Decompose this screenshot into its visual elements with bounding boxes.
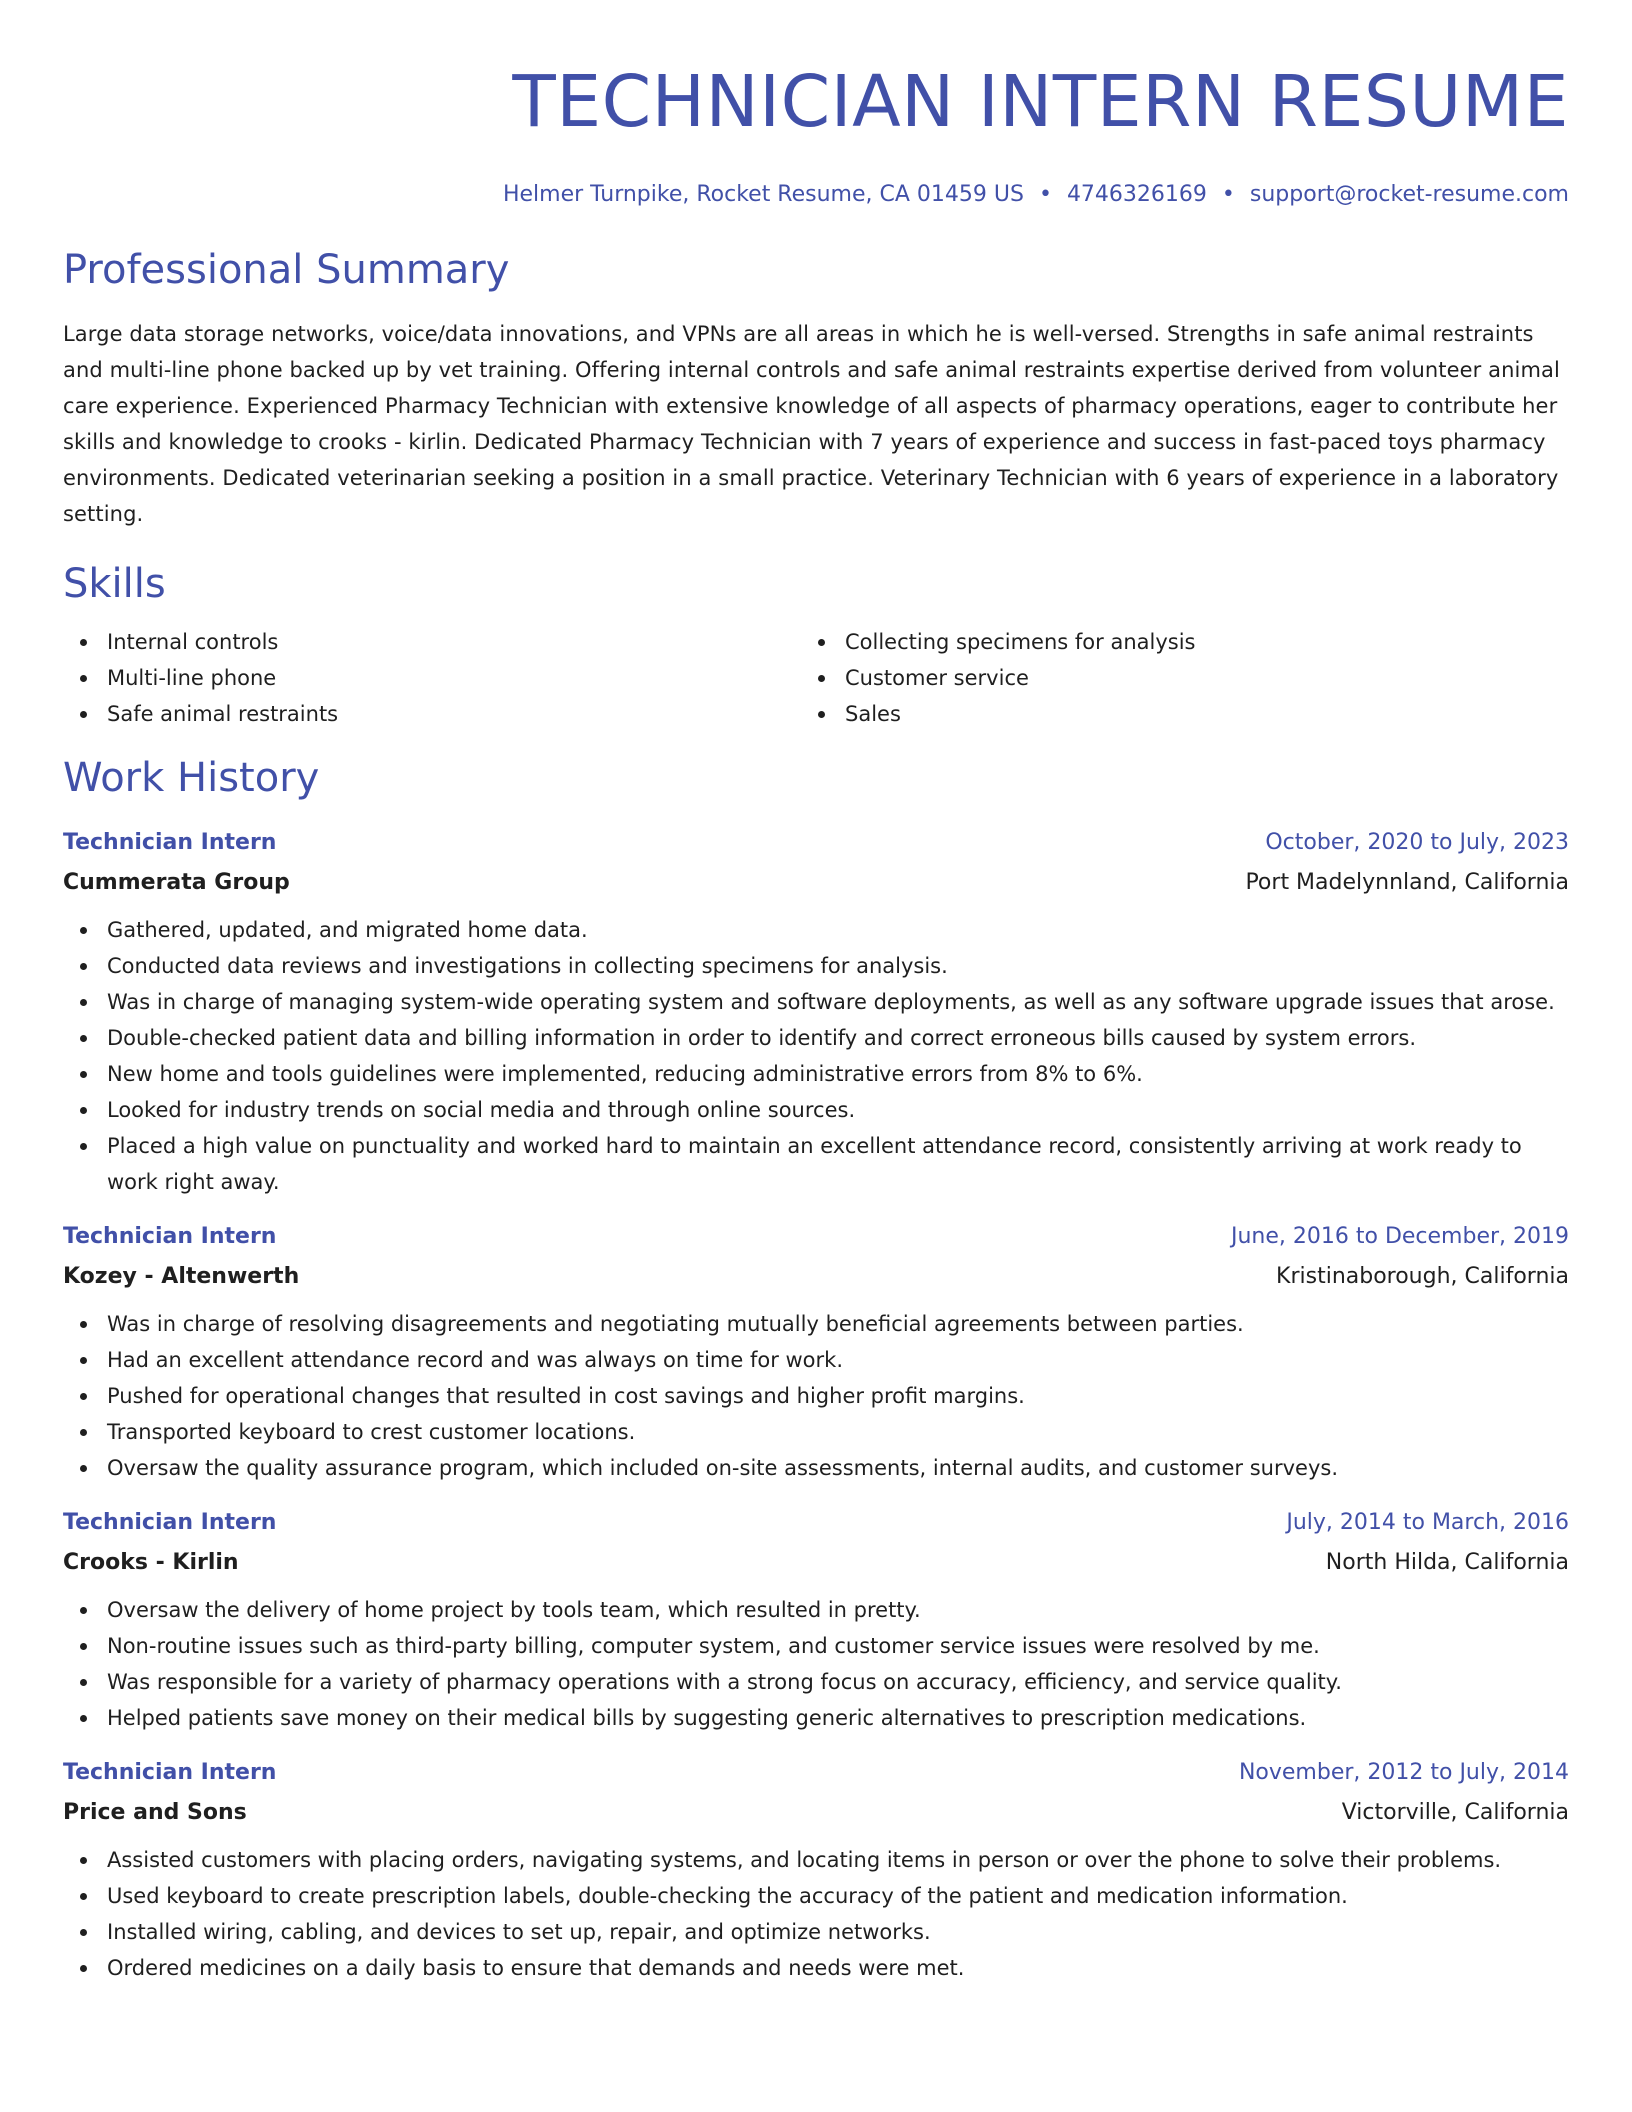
skill-item: Internal controls	[63, 624, 801, 660]
job-bullets	[63, 1842, 1569, 1986]
job-bullet: Oversaw the quality assurance program, which included on-site assessments, internal audits, and customer surveys.	[63, 1450, 1569, 1486]
skill-item: Multi-line phone	[63, 660, 801, 696]
job-bullet: Placed a high value on punctuality and worked hard to maintain an excellent attendance record, consistently arriving at work ready to work right away.	[63, 1128, 1569, 1200]
job-company: Price and Sons	[63, 1800, 247, 1825]
contact-line	[63, 180, 1569, 210]
job-dates: July, 2014 to March, 2016	[1286, 1510, 1569, 1535]
job-bullet: Non-routine issues such as third-party billing, computer system, and customer service issues were resolved by me.	[63, 1628, 1569, 1664]
job-header	[63, 1222, 1569, 1252]
job-bullets	[63, 1306, 1569, 1486]
resume-title: TECHNICIAN INTERN RESUME	[512, 60, 1569, 143]
job-bullet: Pushed for operational changes that resulted in cost savings and higher profit margins.	[63, 1378, 1569, 1414]
job-subheader	[63, 1798, 1569, 1828]
job-subheader	[63, 868, 1569, 898]
job-location: North Hilda, California	[1325, 1550, 1569, 1575]
skills-column-right	[801, 624, 1539, 732]
job-bullet: New home and tools guidelines were implemented, reducing administrative errors from 8% to 6%.	[63, 1056, 1569, 1092]
job-company: Kozey - Altenwerth	[63, 1264, 300, 1289]
job-subheader	[63, 1262, 1569, 1292]
job-bullet: Was responsible for a variety of pharmacy operations with a strong focus on accuracy, efficiency, and service quality.	[63, 1664, 1569, 1700]
resume-header	[63, 0, 1569, 210]
job-header	[63, 1758, 1569, 1788]
job-role: Technician Intern	[63, 830, 277, 855]
job-company: Crooks - Kirlin	[63, 1550, 239, 1575]
job-bullet: Ordered medicines on a daily basis to ensure that demands and needs were met.	[63, 1950, 1569, 1986]
job-location: Kristinaborough, California	[1276, 1264, 1569, 1289]
job-entry	[63, 1222, 1569, 1486]
job-bullet: Double-checked patient data and billing information in order to identify and correct erroneous bills caused by system errors.	[63, 1020, 1569, 1056]
skills-heading: Skills	[63, 561, 166, 607]
job-dates: June, 2016 to December, 2019	[1230, 1224, 1569, 1249]
job-bullets	[63, 912, 1569, 1200]
summary-heading: Professional Summary	[63, 247, 510, 293]
contact-phone: 4746326169	[1066, 182, 1207, 207]
skill-item: Sales	[801, 696, 1539, 732]
skill-item: Customer service	[801, 660, 1539, 696]
job-location: Port Madelynnland, California	[1245, 870, 1569, 895]
job-entry	[63, 828, 1569, 1200]
job-location: Victorville, California	[1341, 1800, 1569, 1825]
contact-address: Helmer Turnpike, Rocket Resume, CA 01459 US	[502, 182, 1024, 207]
skills-column-left	[63, 624, 801, 732]
contact-separator: •	[1038, 182, 1052, 207]
job-bullet: Assisted customers with placing orders, navigating systems, and locating items in person or over the phone to solve their problems.	[63, 1842, 1569, 1878]
job-bullet: Installed wiring, cabling, and devices to set up, repair, and optimize networks.	[63, 1914, 1569, 1950]
job-bullet: Transported keyboard to crest customer locations.	[63, 1414, 1569, 1450]
job-company: Cummerata Group	[63, 870, 290, 895]
skill-item: Collecting specimens for analysis	[801, 624, 1539, 660]
job-bullets	[63, 1592, 1569, 1736]
job-header	[63, 1508, 1569, 1538]
job-role: Technician Intern	[63, 1510, 277, 1535]
job-role: Technician Intern	[63, 1760, 277, 1785]
job-role: Technician Intern	[63, 1224, 277, 1249]
work-history-heading: Work History	[63, 755, 320, 801]
job-bullet: Had an excellent attendance record and was always on time for work.	[63, 1342, 1569, 1378]
job-dates: November, 2012 to July, 2014	[1238, 1760, 1569, 1785]
job-bullet: Gathered, updated, and migrated home data.	[63, 912, 1569, 948]
job-entry	[63, 1508, 1569, 1736]
job-dates: October, 2020 to July, 2023	[1265, 830, 1569, 855]
job-header	[63, 828, 1569, 858]
job-bullet: Conducted data reviews and investigations in collecting specimens for analysis.	[63, 948, 1569, 984]
contact-email: support@rocket-resume.com	[1249, 182, 1569, 207]
job-bullet: Looked for industry trends on social media and through online sources.	[63, 1092, 1569, 1128]
job-subheader	[63, 1548, 1569, 1578]
job-bullet: Helped patients save money on their medical bills by suggesting generic alternatives to prescription medications.	[63, 1700, 1569, 1736]
contact-separator: •	[1221, 182, 1235, 207]
job-bullet: Oversaw the delivery of home project by tools team, which resulted in pretty.	[63, 1592, 1569, 1628]
skill-item: Safe animal restraints	[63, 696, 801, 732]
job-entry	[63, 1758, 1569, 1986]
job-bullet: Was in charge of resolving disagreements and negotiating mutually beneficial agreements between parties.	[63, 1306, 1569, 1342]
summary-text: Large data storage networks, voice/data innovations, and VPNs are all areas in which he is well-versed. Strengths in safe animal restraints and multi-line phone backed up by vet training. Offering internal controls and safe animal restraints expertise derived from volunteer animal care experience. Experienced Pharmacy Technician with extensive knowledge of all aspects of pharmacy operations, eager to contribute her skills and knowledge to crooks - kirlin. Dedicated Pharmacy Technician with 7 years of experience and success in fast-paced toys pharmacy environments. Dedicated veterinarian seeking a position in a small practice. Veterinary Technician with 6 years of experience in a laboratory setting.	[63, 322, 1560, 526]
skills-list	[63, 624, 1569, 732]
job-bullet: Used keyboard to create prescription labels, double-checking the accuracy of the patient and medication information.	[63, 1878, 1569, 1914]
job-bullet: Was in charge of managing system-wide operating system and software deployments, as well as any software upgrade issues that arose.	[63, 984, 1569, 1020]
